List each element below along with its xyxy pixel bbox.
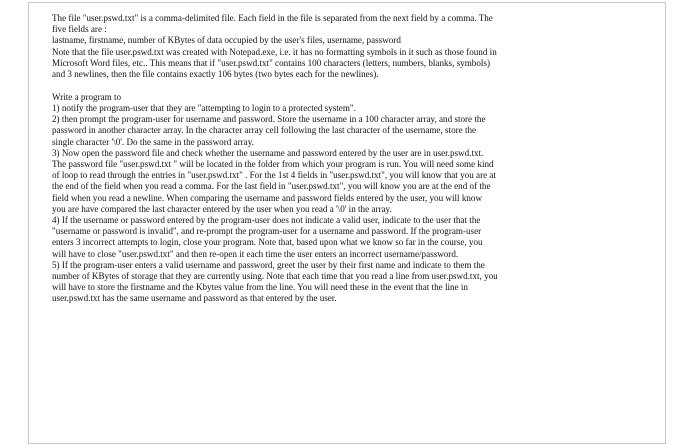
task-line: of loop to read through the entries in "user.pswd.txt" . For the 1st 4 fields in "user.pswd.txt", you will know that you are at	[52, 170, 496, 181]
task-line: password in another character array. In the character array cell following the last character of the username, store the	[52, 125, 477, 136]
task-line: number of KBytes of storage that they are currently using. Note that each time that you read a line from user.pswd.txt, you	[52, 270, 498, 281]
task-line: will have to close "user.pswd.txt" and then re-open it each time the user enters an incorrect username/password.	[52, 248, 459, 259]
task-line: field when you read a newline. When comparing the username and password fields entered by the user, you will know	[52, 192, 483, 203]
intro-line: Note that the file user.pswd.txt was created with Notepad.exe, i.e. it has no formatting symbols in it such as those found in	[52, 46, 497, 57]
paragraph-gap	[52, 80, 652, 92]
task-line: enters 3 incorrect attempts to login, close your program. Note that, based upon what we know so far in the course, you	[52, 237, 483, 248]
intro-paragraph	[52, 13, 652, 80]
task-line: will have to store the firstname and the Kbytes value from the line. You will need these in the event that the line in	[52, 282, 468, 293]
intro-line: The file "user.pswd.txt" is a comma-delimited file. Each field in the file is separated from the next field by a comma. The	[52, 13, 493, 23]
task-line: user.pswd.txt has the same username and password as that entered by the user.	[52, 293, 337, 304]
document-content	[52, 13, 652, 305]
intro-line: five fields are :	[52, 24, 107, 35]
task-line: 1) notify the program-user that they are "attempting to login to a protected system".	[52, 102, 356, 113]
task-line: "username or password is invalid", and re-prompt the program-user for a username and password. If the program-user	[52, 226, 482, 237]
task-line: 2) then prompt the program-user for username and password. Store the username in a 100 character array, and store the	[52, 114, 486, 125]
task-line: the end of the field when you read a comma. For the last field in "user.pswd.txt", you will know you are at the end of the	[52, 181, 491, 192]
intro-line: and 3 newlines, then the file contains exactly 106 bytes (two bytes each for the newlines).	[52, 69, 379, 80]
task-line: single character '\0'. Do the same in the password array.	[52, 136, 254, 147]
task-line: 3) Now open the password file and check whether the username and password entered by the user are in user.pswd.txt.	[52, 147, 484, 158]
intro-line: lastname, firstname, number of KBytes of data occupied by the user's files, username, password	[52, 35, 401, 46]
task-line: The password file "user.pswd.txt " will be located in the folder from which your program is run. You will need some kind	[52, 158, 494, 169]
task-line: 5) If the program-user enters a valid username and password, greet the user by their first name and indicate to them the	[52, 259, 485, 270]
task-paragraph	[52, 92, 652, 305]
intro-line: Microsoft Word files, etc.. This means that if "user.pswd.txt" contains 100 characters (letters, numbers, blanks, symbols)	[52, 57, 490, 68]
task-line: you are have compared the last character entered by the user when you read a '\0' in the array.	[52, 203, 392, 214]
task-line: Write a program to	[52, 91, 122, 102]
task-line: 4) If the username or password entered by the program-user does not indicate a valid user, indicate to the user that the	[52, 214, 481, 225]
